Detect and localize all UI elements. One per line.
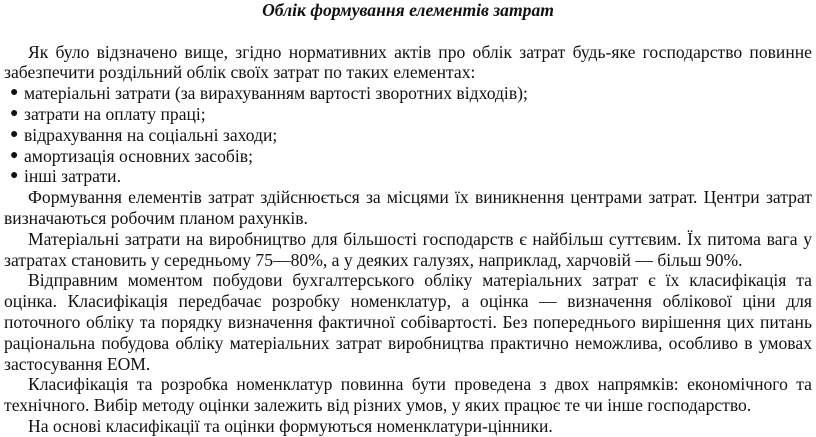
elements-list	[4, 83, 812, 187]
list-item-text: амортизація основних засобів;	[24, 145, 253, 166]
list-item	[4, 125, 812, 146]
body-paragraph: Відправним моментом побудови бухгалтерського обліку матеріальних затрат є їх класифікація та оцінка. Класифікація передбачає розробку номенклатур, а оцінка — визначення облікової ціни для поточного обліку та порядку визначення фактичної собівартості. Без попереднього вирішення цих питань раціональна побудова обліку матеріальних затрат виробництва практично неможлива, особливо в умовах застосування ЕОМ.	[4, 270, 812, 374]
bullet-icon: ●	[10, 85, 19, 101]
bullet-icon: ●	[10, 168, 19, 184]
list-item	[4, 146, 812, 167]
document-title: Облік формування елементів затрат	[262, 0, 554, 20]
list-item-text: матеріальні затрати (за вирахуванням вартості зворотних відходів);	[24, 83, 528, 104]
body-paragraph: Формування елементів затрат здійснюється за місцями їх виникнення центрами затрат. Центри затрат визначаються робочим планом рахунків.	[4, 187, 812, 228]
list-item-text: відрахування на соціальні заходи;	[24, 124, 278, 145]
spacer	[4, 21, 812, 42]
bullet-icon: ●	[10, 105, 19, 121]
list-item	[4, 104, 812, 125]
bullet-icon: ●	[10, 147, 19, 163]
intro-paragraph: Як було відзначено вище, згідно нормативних актів про облік затрат будь-яке господарство повинне забезпечити роздільний облік своїх затрат по таких елементах:	[4, 41, 812, 83]
list-item-text: інші затрати.	[24, 166, 121, 187]
list-item	[4, 166, 812, 187]
body-paragraph: Матеріальні затрати на виробництво для більшості господарств є найбільш суттєвим. Їх питома вага у затратах становить у середньому 75—80%, а у деяких галузях, наприклад, харчовій — більш 90%.	[4, 228, 812, 270]
body-paragraph: Класифікація та розробка номенклатур повинна бути проведена з двох напрямків: економічного та технічного. Вибір методу оцінки залежить від різних умов, у яких працює те чи інше господарство.	[4, 374, 812, 416]
body-paragraph: На основі класифікації та оцінки формуються номенклатури-цінники.	[28, 415, 553, 436]
bullet-icon: ●	[10, 126, 19, 142]
list-item-text: затрати на оплату праці;	[24, 103, 206, 124]
list-item	[4, 83, 812, 104]
